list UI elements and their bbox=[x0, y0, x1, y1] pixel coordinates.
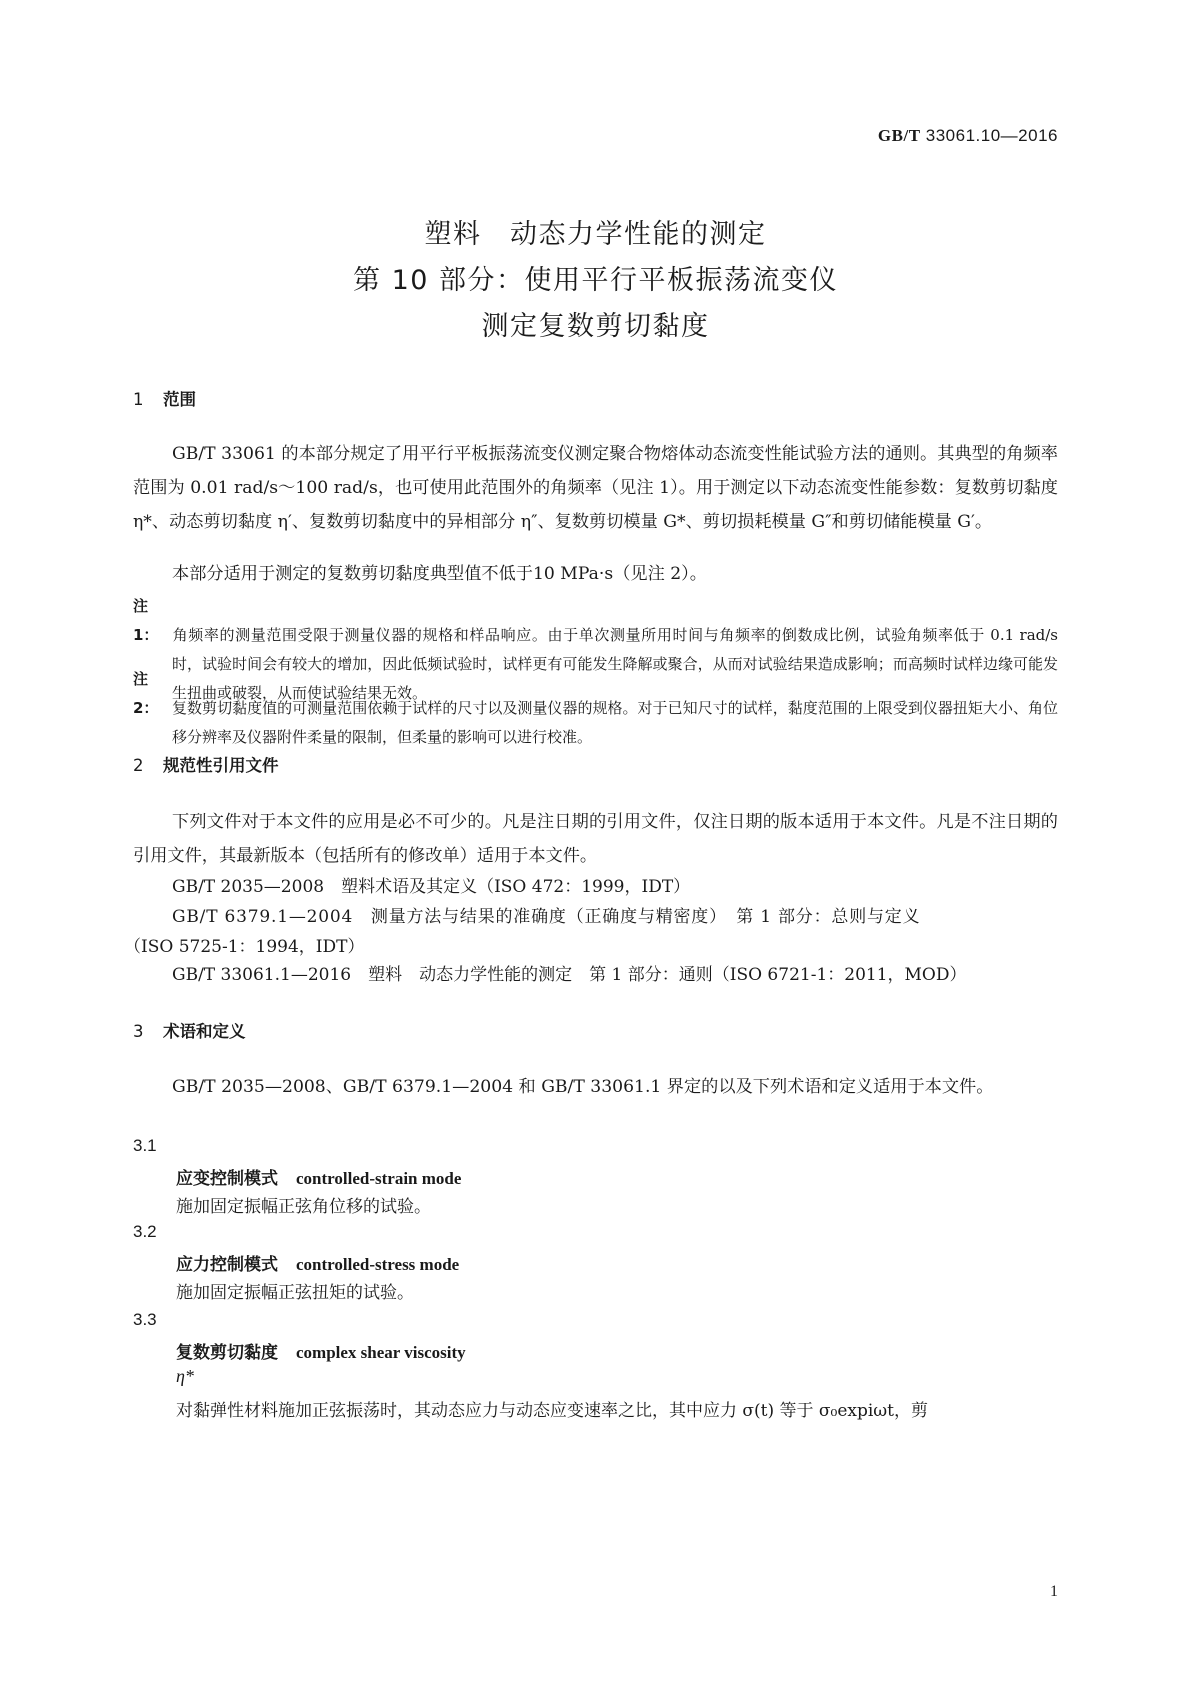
reference-1: GB/T 2035—2008 塑料术语及其定义（ISO 472：1999，IDT） bbox=[172, 877, 691, 897]
clause-number: 3.3 bbox=[133, 1310, 157, 1329]
standard-code: GB/T 33061.10—2016 bbox=[877, 126, 1058, 145]
title-line-2: 第 10 部分：使用平行平板振荡流变仪 bbox=[352, 265, 839, 296]
reference-2-continued: （ISO 5725-1：1994，IDT） bbox=[124, 937, 365, 957]
term-heading: 复数剪切黏度 complex shear viscosity bbox=[176, 1343, 466, 1363]
note-1: 注 1： 角频率的测量范围受限于测量仪器的规格和样品响应。由于单次测量所用时间与角频率的倒数成比例，试验角频率低于 0.1 rad/s 时，试验时间会有较大的增加，因此低频试验时，试样更有可能发生降解或聚合，从而对试验结果造成影响；而高频时试样边缘可能发生扭曲或破裂，从而使试验结果无效。 bbox=[133, 597, 1058, 702]
section-1-paragraph-1: GB/T 33061 的本部分规定了用平行平板振荡流变仪测定聚合物熔体动态流变性能试验方法的通则。其典型的角频率范围为 0.01 rad/s～100 rad/s，也可使用此范围外的角频率（见注 1）。用于测定以下动态流变性能参数：复数剪切黏度 η*、动态剪切黏度 η′、复数剪切黏度中的异相部分 η″、复数剪切模量 G*、剪切损耗模量 G″和剪切储能模量 G′。 bbox=[133, 444, 1058, 532]
term-definition: 对黏弹性材料施加正弦振荡时，其动态应力与动态应变速率之比，其中应力 σ(t) 等于 σ₀expiωt，剪 bbox=[176, 1401, 928, 1421]
title-line-1: 塑料 动态力学性能的测定 bbox=[424, 219, 767, 250]
term-definition: 施加固定振幅正弦角位移的试验。 bbox=[176, 1197, 431, 1217]
title-line-3: 测定复数剪切黏度 bbox=[481, 311, 710, 342]
section-3-paragraph-1: GB/T 2035—2008、GB/T 6379.1—2004 和 GB/T 33061.1 界定的以及下列术语和定义适用于本文件。 bbox=[172, 1077, 994, 1097]
term-heading: 应力控制模式 controlled-stress mode bbox=[176, 1255, 460, 1275]
section-1-paragraph-2: 本部分适用于测定的复数剪切黏度典型值不低于10 MPa·s（见注 2）。 bbox=[172, 564, 707, 584]
section-2-heading: 2 规范性引用文件 bbox=[133, 756, 279, 775]
section-3-heading: 3 术语和定义 bbox=[133, 1022, 246, 1041]
clause-number: 3.1 bbox=[133, 1136, 157, 1155]
note-2: 注 2： 复数剪切黏度值的可测量范围依赖于试样的尺寸以及测量仪器的规格。对于已知尺寸的试样，黏度范围的上限受到仪器扭矩大小、角位移分辨率及仪器附件柔量的限制，但柔量的影响可以进行校准。 bbox=[133, 670, 1058, 746]
page-number: 1 bbox=[1050, 1583, 1058, 1600]
term-heading: 应变控制模式 controlled-strain mode bbox=[176, 1169, 462, 1189]
section-1-heading: 1 范围 bbox=[133, 390, 196, 409]
clause-number: 3.2 bbox=[133, 1222, 157, 1241]
section-2-paragraph-1: 下列文件对于本文件的应用是必不可少的。凡是注日期的引用文件，仅注日期的版本适用于本文件。凡是不注日期的引用文件，其最新版本（包括所有的修改单）适用于本文件。 bbox=[133, 812, 1058, 866]
reference-3: GB/T 33061.1—2016 塑料 动态力学性能的测定 第 1 部分：通则（ISO 6721-1：2011，MOD） bbox=[172, 965, 967, 985]
reference-2: GB/T 6379.1—2004 测量方法与结果的准确度（正确度与精密度） 第 1 部分：总则与定义 bbox=[172, 907, 921, 927]
term-symbol: η* bbox=[176, 1366, 194, 1386]
term-definition: 施加固定振幅正弦扭矩的试验。 bbox=[176, 1283, 414, 1303]
